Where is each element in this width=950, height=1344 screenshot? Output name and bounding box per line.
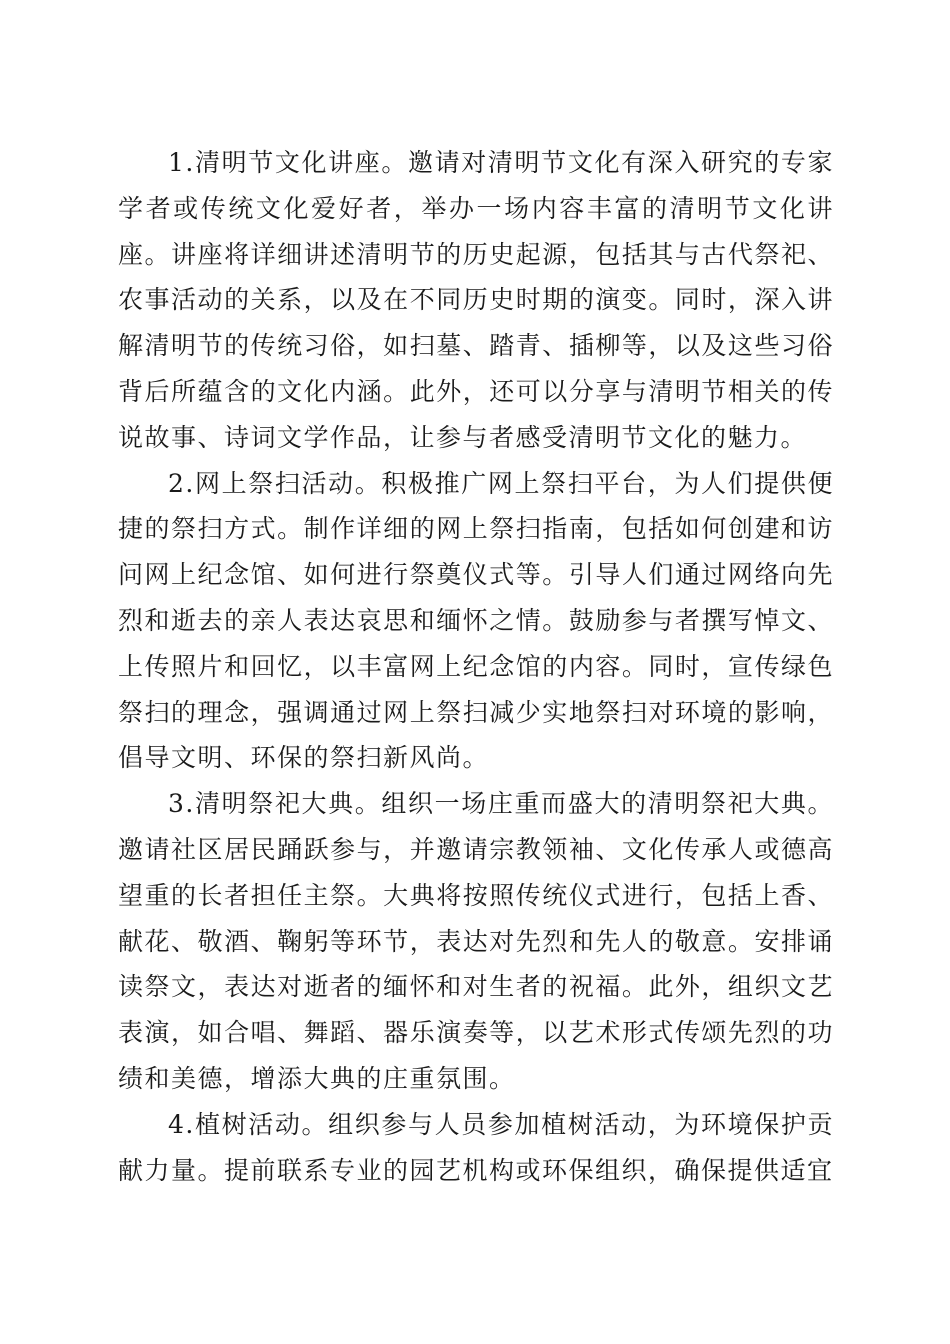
paragraph-2: 2.网上祭扫活动。积极推广网上祭扫平台，为人们提供便捷的祭扫方式。制作详细的网上祭扫指南，包括如何创建和访问网上纪念馆、如何进行祭奠仪式等。引导人们通过网络向先烈和逝去的亲人表达哀思和缅怀之情。鼓励参与者撰写悼文、上传照片和回忆，以丰富网上纪念馆的内容。同时，宣传绿色祭扫的理念，强调通过网上祭扫减少实地祭扫对环境的影响，倡导文明、环保的祭扫新风尚。 [118,468,834,773]
paragraph-4: 4.植树活动。组织参与人员参加植树活动，为环境保护贡献力量。提前联系专业的园艺机构或环保组织，确保提供适宜 [118,1109,834,1185]
document-body [118,140,834,1193]
paragraph-1: 1.清明节文化讲座。邀请对清明节文化有深入研究的专家学者或传统文化爱好者，举办一场内容丰富的清明节文化讲座。讲座将详细讲述清明节的历史起源，包括其与古代祭祀、农事活动的关系，以及在不同历史时期的演变。同时，深入讲解清明节的传统习俗，如扫墓、踏青、插柳等，以及这些习俗背后所蕴含的文化内涵。此外，还可以分享与清明节相关的传说故事、诗词文学作品，让参与者感受清明节文化的魅力。 [118,148,834,452]
paragraph-3: 3.清明祭祀大典。组织一场庄重而盛大的清明祭祀大典。邀请社区居民踊跃参与，并邀请宗教领袖、文化传承人或德高望重的长者担任主祭。大典将按照传统仪式进行，包括上香、献花、敬酒、鞠躬等环节，表达对先烈和先人的敬意。安排诵读祭文，表达对逝者的缅怀和对生者的祝福。此外，组织文艺表演，如合唱、舞蹈、器乐演奏等，以艺术形式传颂先烈的功绩和美德，增添大典的庄重氛围。 [118,789,834,1093]
